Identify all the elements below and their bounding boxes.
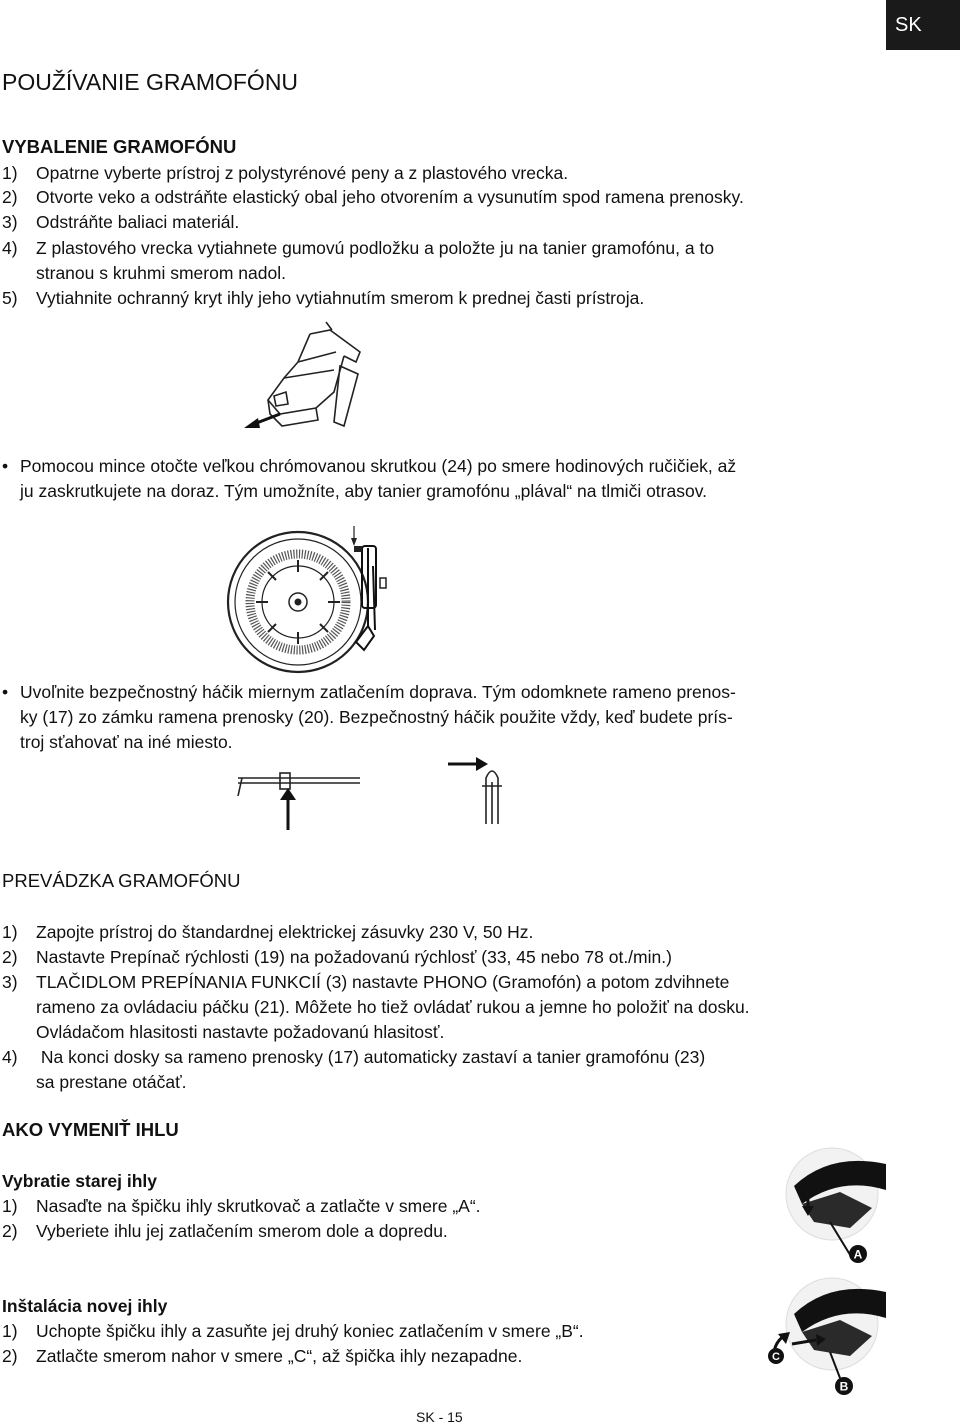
needle-removal-illustration	[780, 1146, 890, 1268]
label-b: B	[839, 1379, 849, 1394]
operation-step-3: 3) TLAČIDLOM PREPÍNANIA FUNKCIÍ (3) nastavte PHONO (Gramofón) a potom zdvihnete	[2, 972, 730, 992]
needle-install-illustration	[770, 1274, 890, 1400]
bullet-safety-hook-cont-2: troj sťahovať na iné miesto.	[20, 732, 233, 752]
label-a: A	[853, 1247, 863, 1262]
bullet-transport-screw-cont: ju zaskrutkujete na doraz. Tým umožníte, aby tanier gramofónu „plával“ na tlmiči otrasov.	[20, 481, 708, 501]
unpack-step-2: 2) Otvorte veko a odstráňte elastický obal jeho otvorením a vysunutím spod ramena prenosky.	[2, 187, 744, 207]
unpack-step-4-cont: stranou s kruhmi smerom nadol.	[36, 263, 286, 283]
language-badge: SK	[886, 0, 960, 50]
unpack-step-3: 3) Odstráňte baliaci materiál.	[2, 212, 240, 232]
unpack-heading: VYBALENIE GRAMOFÓNU	[2, 136, 237, 157]
install-needle-step-1: 1) Uchopte špičku ihly a zasuňte jej druhý koniec zatlačením v smere „B“.	[2, 1321, 584, 1341]
page-title: POUŽÍVANIE GRAMOFÓNU	[2, 69, 299, 95]
operation-step-4-cont: sa prestane otáčať.	[36, 1072, 187, 1092]
remove-needle-step-1: 1) Nasaďte na špičku ihly skrutkovač a zatlačte v smere „A“.	[2, 1196, 481, 1216]
unpack-step-4: 4) Z plastového vrecka vytiahnete gumovú podložku a položte ju na tanier gramofónu, a to	[2, 238, 715, 258]
operation-step-3-cont-1: rameno za ovládaciu páčku (21). Môžete ho tiež ovládať rukou a jemne ho položiť na dosku.	[36, 997, 750, 1017]
bullet-safety-hook: • Uvoľnite bezpečnostný háčik miernym zatlačením doprava. Tým odomknete rameno prenos-	[2, 682, 736, 702]
operation-step-4: 4) Na konci dosky sa rameno prenosky (17) automaticky zastaví a tanier gramofónu (23)	[2, 1047, 706, 1067]
bullet-transport-screw: • Pomocou mince otočte veľkou chrómovanou skrutkou (24) po smere hodinových ručičiek, až	[2, 456, 737, 476]
page-number: SK - 15	[416, 1409, 463, 1425]
install-needle-step-2: 2) Zatlačte smerom nahor v smere „C“, až špička ihly nezapadne.	[2, 1346, 523, 1366]
bullet-safety-hook-cont-1: ky (17) zo zámku ramena prenosky (20). Bezpečnostný háčik použite vždy, keď budete prís-	[20, 707, 733, 727]
tonearm-lock-illustration	[236, 756, 566, 836]
stylus-guard-illustration	[240, 322, 370, 438]
unpack-step-5: 5) Vytiahnite ochranný kryt ihly jeho vytiahnutím smerom k prednej časti prístroja.	[2, 288, 645, 308]
turntable-illustration	[226, 526, 396, 676]
operation-heading: PREVÁDZKA GRAMOFÓNU	[2, 870, 241, 891]
remove-needle-heading: Vybratie starej ihly	[2, 1171, 157, 1191]
remove-needle-step-2: 2) Vyberiete ihlu jej zatlačením smerom dole a dopredu.	[2, 1221, 448, 1241]
needle-heading: AKO VYMENIŤ IHLU	[2, 1119, 179, 1140]
operation-step-2: 2) Nastavte Prepínač rýchlosti (19) na požadovanú rýchlosť (33, 45 nebo 78 ot./min.)	[2, 947, 672, 967]
operation-step-3-cont-2: Ovládačom hlasitosti nastavte požadovanú hlasitosť.	[36, 1022, 445, 1042]
unpack-step-1: 1) Opatrne vyberte prístroj z polystyrénové peny a z plastového vrecka.	[2, 163, 569, 183]
install-needle-heading: Inštalácia novej ihly	[2, 1296, 168, 1316]
label-c: C	[772, 1351, 780, 1363]
operation-step-1: 1) Zapojte prístroj do štandardnej elektrickej zásuvky 230 V, 50 Hz.	[2, 922, 534, 942]
